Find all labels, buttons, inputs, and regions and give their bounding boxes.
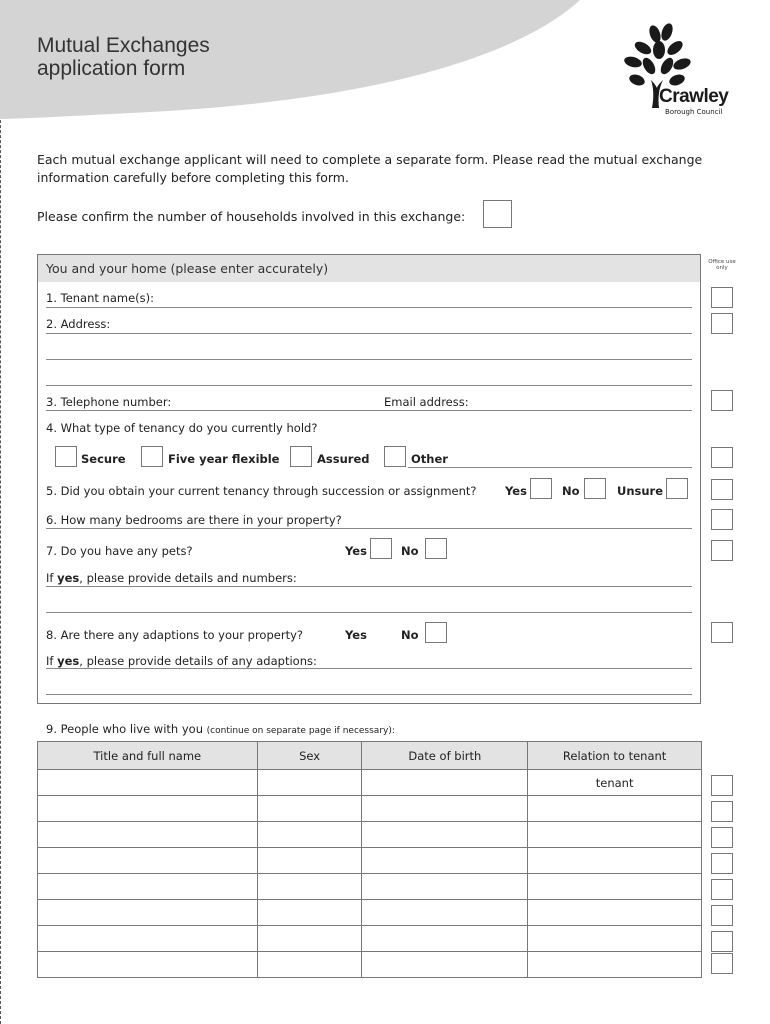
intro-text: Each mutual exchange applicant will need to complete a separate form. Please read the mutual exchange information carefully before completing this form.: [37, 152, 703, 185]
address-field-2[interactable]: [46, 359, 692, 360]
q5-yes-checkbox[interactable]: [530, 478, 552, 499]
office-box-row4[interactable]: [711, 853, 733, 874]
five-year-label: Five year flexible: [168, 452, 280, 466]
title-line-1: Mutual Exchanges: [37, 34, 210, 57]
office-box-q2[interactable]: [711, 313, 733, 334]
address-field-3[interactable]: [46, 385, 692, 386]
tenant-name-field[interactable]: [46, 307, 692, 308]
bedrooms-field[interactable]: [46, 528, 692, 529]
q5-yes-label: Yes: [505, 484, 527, 498]
relation-cell[interactable]: [528, 952, 702, 978]
secure-checkbox[interactable]: [55, 446, 77, 467]
table-row: [38, 822, 702, 848]
sex-cell[interactable]: [257, 874, 362, 900]
dob-cell[interactable]: [362, 796, 528, 822]
dob-cell[interactable]: [362, 822, 528, 848]
pets-detail-field-1[interactable]: [46, 586, 692, 587]
relation-cell[interactable]: tenant: [528, 770, 702, 796]
sex-cell[interactable]: [257, 848, 362, 874]
sex-cell[interactable]: [257, 822, 362, 848]
people-question: 9. People who live with you: [46, 722, 203, 736]
office-box-q3[interactable]: [711, 390, 733, 411]
relation-cell[interactable]: [528, 874, 702, 900]
col-relation: Relation to tenant: [528, 742, 702, 770]
q7-yes-label: Yes: [345, 544, 367, 558]
table-row: [38, 900, 702, 926]
dob-cell[interactable]: [362, 952, 528, 978]
col-name: Title and full name: [38, 742, 258, 770]
dob-cell[interactable]: [362, 926, 528, 952]
adaptions-detail-text: , please provide details of any adaptions:: [79, 654, 317, 668]
adaptions-label: 8. Are there any adaptions to your property?: [46, 628, 303, 642]
tenant-name-label: 1. Tenant name(s):: [46, 291, 155, 305]
q8-no-checkbox[interactable]: [425, 622, 447, 643]
if-word: If: [46, 571, 54, 585]
if-word: If: [46, 654, 54, 668]
office-box-row6[interactable]: [711, 905, 733, 926]
office-use-label: Office use only: [708, 259, 736, 271]
sex-cell[interactable]: [257, 952, 362, 978]
dob-cell[interactable]: [362, 770, 528, 796]
yes-word: yes: [57, 571, 80, 585]
yes-word: yes: [57, 654, 80, 668]
office-box-row2[interactable]: [711, 801, 733, 822]
name-cell[interactable]: [38, 796, 258, 822]
other-label: Other: [411, 452, 448, 466]
people-table-header: [38, 742, 702, 770]
other-checkbox[interactable]: [384, 446, 406, 467]
page-title: [37, 34, 210, 80]
secure-label: Secure: [81, 452, 126, 466]
dob-cell[interactable]: [362, 874, 528, 900]
people-note: (continue on separate page if necessary):: [206, 726, 395, 736]
households-input[interactable]: [483, 200, 512, 228]
col-dob: Date of birth: [362, 742, 528, 770]
name-cell[interactable]: [38, 952, 258, 978]
people-table: [37, 741, 702, 978]
q5-no-checkbox[interactable]: [584, 478, 606, 499]
adaptions-detail-field-1[interactable]: [46, 668, 692, 669]
pets-detail-field-2[interactable]: [46, 612, 692, 613]
assured-checkbox[interactable]: [290, 446, 312, 467]
office-box-q8[interactable]: [711, 622, 733, 643]
office-box-row3[interactable]: [711, 827, 733, 848]
name-cell[interactable]: [38, 926, 258, 952]
q8-yes-label: Yes: [345, 628, 367, 642]
sex-cell[interactable]: [257, 926, 362, 952]
address-field-1[interactable]: [46, 333, 692, 334]
bedrooms-label: 6. How many bedrooms are there in your property?: [46, 513, 342, 527]
q5-unsure-label: Unsure: [617, 484, 664, 498]
office-box-q4[interactable]: [711, 447, 733, 468]
q7-no-checkbox[interactable]: [425, 538, 447, 559]
telephone-label: 3. Telephone number:: [46, 395, 172, 409]
dob-cell[interactable]: [362, 848, 528, 874]
office-box-q1[interactable]: [711, 287, 733, 308]
pets-label: 7. Do you have any pets?: [46, 544, 193, 558]
table-row: [38, 770, 702, 796]
dob-cell[interactable]: [362, 900, 528, 926]
name-cell[interactable]: [38, 874, 258, 900]
table-row: [38, 952, 702, 978]
name-cell[interactable]: [38, 822, 258, 848]
address-label: 2. Address:: [46, 317, 111, 331]
name-cell[interactable]: [38, 770, 258, 796]
relation-cell[interactable]: [528, 796, 702, 822]
name-cell[interactable]: [38, 848, 258, 874]
table-row: [38, 926, 702, 952]
pets-detail-text: , please provide details and numbers:: [79, 571, 297, 585]
sex-cell[interactable]: [257, 796, 362, 822]
relation-cell[interactable]: [528, 848, 702, 874]
home-section-title: You and your home (please enter accurately): [46, 261, 329, 276]
home-section-header: [38, 255, 700, 282]
q5-no-label: No: [562, 484, 580, 498]
telephone-email-field[interactable]: [46, 410, 692, 411]
q5-unsure-checkbox[interactable]: [666, 478, 688, 499]
logo-name: Crawley: [659, 86, 729, 107]
q7-no-label: No: [401, 544, 419, 558]
office-box-row5[interactable]: [711, 879, 733, 900]
office-box-row8[interactable]: [711, 953, 733, 974]
col-sex: Sex: [257, 742, 362, 770]
office-box-q5[interactable]: [711, 479, 733, 500]
office-box-row1[interactable]: [711, 775, 733, 796]
people-label: [46, 722, 395, 736]
office-box-q6[interactable]: [711, 509, 733, 530]
name-cell[interactable]: [38, 900, 258, 926]
relation-cell[interactable]: [528, 926, 702, 952]
tenancy-type-label: 4. What type of tenancy do you currently hold?: [46, 421, 318, 435]
table-row: [38, 796, 702, 822]
sex-cell[interactable]: [257, 900, 362, 926]
title-line-2: application form: [37, 57, 186, 80]
sex-cell[interactable]: [257, 770, 362, 796]
relation-cell[interactable]: [528, 822, 702, 848]
q7-yes-checkbox[interactable]: [370, 538, 392, 559]
table-row: [38, 848, 702, 874]
email-label: Email address:: [384, 395, 469, 409]
office-box-row7[interactable]: [711, 931, 733, 952]
table-row: [38, 874, 702, 900]
households-label: Please confirm the number of households involved in this exchange:: [37, 209, 466, 224]
page-edge: [0, 0, 1, 1024]
other-field[interactable]: [408, 467, 692, 468]
succession-label: 5. Did you obtain your current tenancy through succession or assignment?: [46, 484, 477, 498]
adaptions-detail-field-2[interactable]: [46, 694, 692, 695]
office-box-q7[interactable]: [711, 540, 733, 561]
five-year-checkbox[interactable]: [141, 446, 163, 467]
council-logo: [615, 22, 745, 122]
relation-cell[interactable]: [528, 900, 702, 926]
assured-label: Assured: [317, 452, 370, 466]
pets-detail-label: [46, 571, 297, 585]
q8-no-label: No: [401, 628, 419, 642]
logo-subtitle: Borough Council: [665, 108, 723, 116]
adaptions-detail-label: [46, 654, 317, 668]
